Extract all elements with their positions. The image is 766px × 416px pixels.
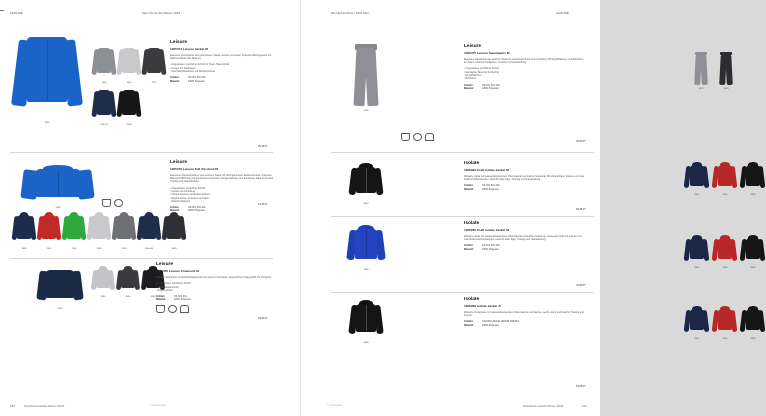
kids-jacket-image xyxy=(349,300,383,340)
size-value: XS-3XL 3XL xyxy=(174,295,188,299)
product-leisure-jacket xyxy=(170,40,288,83)
product-price: 69,95 €* xyxy=(576,208,586,211)
feature-item: • Zwei Eingriffstaschen mit Reißverschluss xyxy=(170,70,288,73)
print-slug: 7 0 0 Inventory xyxy=(327,404,343,407)
garment-thumbnail xyxy=(713,235,737,265)
spec-block xyxy=(464,184,589,191)
feature-item: • Rundhalsausschnitt xyxy=(156,286,286,289)
swatch-caption: 9999 xyxy=(750,194,756,196)
size-label: Größen: xyxy=(464,83,474,87)
swatch-caption: 5430 xyxy=(722,194,728,196)
material-value: 100% Polyester xyxy=(482,323,499,327)
swatch-caption: 1950 xyxy=(363,110,369,112)
product-price: 34,95 €* xyxy=(258,317,268,320)
garment-thumbnail xyxy=(38,212,60,246)
feature-item: • Angepasster, sportlicher Schnitt xyxy=(464,67,589,70)
color-swatch xyxy=(740,235,766,269)
material-label: Material: xyxy=(170,209,180,213)
product-description: Wattierte Jacke mit wasserabweisendem Obermaterial und leichter Isolierung. Mit abnehmbarer Kapuze und zwei Reißverschlusstaschen. Ideal für kalte Tage, Training und Teamkleidung. xyxy=(464,175,585,182)
swatch-caption: 9999 xyxy=(750,267,756,269)
product-isolate-jacket xyxy=(464,161,589,191)
section-divider xyxy=(10,152,273,153)
product-title: Leisure xyxy=(156,262,174,267)
garment-thumbnail xyxy=(163,212,185,246)
product-description: Wattierte Jacke mit wasserabweisendem Obermaterial und leichter Isolierung. Gesteppte Optik mit Kapuze und zwei Reißverschlusstaschen. Ideal für kalte Tage, Training und Teamkleidung. xyxy=(464,235,582,242)
material-label: Material: xyxy=(464,323,474,327)
feature-item: • Rippbündchen an Armen und Saum xyxy=(170,197,288,200)
color-swatch xyxy=(116,266,140,298)
color-swatch xyxy=(162,212,186,250)
care-icons xyxy=(401,133,434,141)
iron-icon xyxy=(425,133,434,141)
color-swatch xyxy=(92,86,116,126)
color-swatch xyxy=(684,162,710,196)
page-number: 167 xyxy=(582,404,588,408)
material-value: 100% Polyester xyxy=(482,187,499,191)
swatch-caption: 295-000 xyxy=(144,248,154,250)
feature-item: • Rippbündchen xyxy=(156,289,286,292)
size-label: Größen: xyxy=(170,206,180,210)
size-value: XS-3XL 3XL 4XL xyxy=(482,83,500,87)
garment-thumbnail xyxy=(118,86,140,122)
size-label: Größen: xyxy=(170,76,180,80)
swatch-caption: 5430 xyxy=(722,338,728,340)
product-main-image xyxy=(34,266,86,310)
swatch-caption: 1975 xyxy=(151,82,157,84)
garment-thumbnail xyxy=(741,306,765,336)
feature-item: • Angepasster, sportlicher Schnitt für Team-Trägerschaft xyxy=(170,63,288,66)
garment-thumbnail xyxy=(118,44,140,80)
swatch-caption: 5430 xyxy=(722,267,728,269)
padded-jacket-image xyxy=(349,163,383,201)
no-bleach-icon xyxy=(168,305,177,313)
color-swatch xyxy=(91,266,115,298)
garment-thumbnail xyxy=(117,266,139,294)
color-swatch xyxy=(712,235,738,269)
header-section-label: LEISURE xyxy=(556,11,569,15)
material-label: Material: xyxy=(170,79,180,83)
garment-thumbnail xyxy=(143,44,165,80)
product-description: Wattierte Kinderjacke mit wasserabweisendem Obermaterial und Kapuze. Leicht, warm und ideal für Training und Freizeit. xyxy=(464,311,584,318)
section-divider xyxy=(331,216,594,217)
care-icons xyxy=(156,305,286,313)
garment-thumbnail xyxy=(138,212,160,246)
swatch-caption: 2900 xyxy=(96,248,102,250)
color-swatch xyxy=(117,86,141,126)
product-subtitle: 1905903 Craft Isolate Jacket M xyxy=(464,168,509,172)
product-main-image xyxy=(18,165,98,209)
garment-thumbnail xyxy=(88,212,110,246)
size-label: Größen: xyxy=(156,295,166,299)
color-swatch xyxy=(690,52,712,90)
feature-item: • Bündchen xyxy=(464,77,589,80)
swatch-caption: 2800 xyxy=(694,338,700,340)
swatch-caption: 1950 xyxy=(101,82,107,84)
product-title: Isolate xyxy=(464,297,480,302)
color-swatch xyxy=(37,212,61,250)
swatch-caption: 7390-00 xyxy=(99,124,109,126)
product-full-zip-hood xyxy=(170,160,288,213)
color-swatch xyxy=(712,306,738,340)
product-description: Lässiger Sweatshirt mit Rundhalsausschnitt und weicher Innenseite. Angenehmes Tragegefühl aus Polyester. xyxy=(156,276,272,279)
garment-thumbnail xyxy=(716,52,736,86)
size-value: 122/128 134/140 146/152 158/164 xyxy=(482,320,519,324)
feature-item: • Kängurutaschen mit Reißverschluss xyxy=(170,193,288,196)
color-swatch xyxy=(112,212,136,250)
product-price: 79,95 €* xyxy=(576,284,586,287)
feature-item: • Angepasster, sportlicher Schnitt xyxy=(170,187,288,190)
size-label: Größen: xyxy=(464,184,474,188)
size-label: Größen: xyxy=(464,244,474,248)
swatch-caption: 2800 xyxy=(694,194,700,196)
section-divider xyxy=(331,152,594,153)
feature-item: • Kapuze mit Kordelzug xyxy=(170,190,288,193)
iron-icon xyxy=(180,305,189,313)
material-label: Material: xyxy=(464,187,474,191)
material-value: 100% Polyester xyxy=(188,79,205,83)
garment-thumbnail xyxy=(63,212,85,246)
no-bleach-icon xyxy=(413,133,422,141)
swatch-caption: 2800 xyxy=(55,207,61,209)
swatch-caption: 2800 xyxy=(44,122,50,124)
product-subtitle: 1905906 Isolate Jacket Jr xyxy=(464,304,501,308)
swatch-caption: 9999 xyxy=(126,124,132,126)
product-title: Leisure xyxy=(464,44,482,49)
garment-thumbnail xyxy=(713,306,737,336)
garment-thumbnail xyxy=(691,52,711,86)
quilted-jacket-image xyxy=(347,225,385,267)
swatch-caption: 2800 xyxy=(363,269,369,271)
section-divider xyxy=(331,292,594,293)
product-description: Bequeme Sweathose aus weichem Stoff mit elastischem Bund und Kordelzug. Mit Eingrifftaschen und Bündchen am Saum. Ideal für Aufwärmen, Freizeit und Teamkleidung. xyxy=(464,58,584,65)
feature-item: • Eingrifftaschen xyxy=(464,74,589,77)
garment-thumbnail xyxy=(113,212,135,246)
feature-list xyxy=(464,67,589,80)
spec-block xyxy=(156,295,286,302)
product-main-image xyxy=(344,225,388,271)
size-label: Größen: xyxy=(464,320,474,324)
swatch-caption: 9990 xyxy=(125,296,131,298)
feature-item: • Weiches Material xyxy=(170,200,288,203)
garment-thumbnail xyxy=(741,162,765,192)
product-description: Bequemer Kapuzenpullover aus weichem Sweat mit durchgehendem Reißverschluss. Polyester-Baumwoll-Mischung mit gebürsteter Innenseite, Kängurutaschen und Kordelzug. Ideal für Freizeit, Training und Teamkleidung. xyxy=(170,174,274,184)
color-swatch xyxy=(715,52,737,90)
swatch-caption: 2900 xyxy=(46,248,52,250)
product-description: Bequeme Freizeitjacke aus gebürstetem Sweat, weiche Innenseite. Polyester-Mischgewebe mit Reißverschluss und Taschen. xyxy=(170,54,272,61)
footer-title: Workbook Herbst-Winter 2023 xyxy=(523,404,564,408)
feature-list xyxy=(156,282,286,292)
garment-thumbnail xyxy=(93,86,115,122)
product-subtitle: 1905455 Leisure Crewneck M xyxy=(156,269,199,273)
spec-block xyxy=(464,244,589,251)
product-main-image xyxy=(346,300,386,344)
material-value: 100% Polyester xyxy=(188,209,205,213)
swatch-caption: 9999 xyxy=(363,203,369,205)
size-value: XS-3XL 3XL 4XL xyxy=(482,184,500,188)
wash-icon xyxy=(156,305,165,313)
no-bleach-icon xyxy=(114,199,123,207)
swatch-caption: 2800 xyxy=(694,267,700,269)
product-price: 34,95 €* xyxy=(576,140,586,143)
jacket-image xyxy=(14,28,80,120)
left-page xyxy=(0,0,300,416)
color-swatch xyxy=(87,212,111,250)
wash-icon xyxy=(102,199,111,207)
product-main-image xyxy=(346,44,386,112)
garment-thumbnail xyxy=(93,44,115,80)
size-value: XS-3XL 3XL 4XL xyxy=(188,206,206,210)
garment-thumbnail xyxy=(685,162,709,192)
spec-block xyxy=(170,76,288,83)
garment-thumbnail xyxy=(741,235,765,265)
hoodie-image xyxy=(21,165,95,205)
color-swatch xyxy=(137,212,161,250)
color-swatch xyxy=(740,306,766,340)
product-title: Leisure xyxy=(170,40,188,45)
color-swatch xyxy=(92,44,116,84)
product-price: 59,95 €* xyxy=(576,385,586,388)
material-value: 100% Polyester xyxy=(482,247,499,251)
print-slug: 7 0 0 Inventory xyxy=(150,404,166,407)
swatch-caption: 1950 xyxy=(121,248,127,250)
product-title: Leisure xyxy=(170,160,188,165)
swatch-caption: 9999 xyxy=(723,88,729,90)
feature-item: • Angepasster, sportlicher Schnitt xyxy=(156,282,286,285)
feature-list xyxy=(170,187,288,203)
garment-thumbnail xyxy=(713,162,737,192)
product-subtitle: 1905906 Craft Isolate Jacket M xyxy=(464,228,509,232)
pants-image xyxy=(349,44,383,108)
material-value: 100% Polyester xyxy=(482,86,499,90)
crop-mark xyxy=(0,10,4,11)
section-divider xyxy=(10,258,273,259)
feature-item: • Kragen mit Stehkragen xyxy=(170,67,288,70)
color-swatch xyxy=(142,44,166,84)
color-swatch xyxy=(684,235,710,269)
material-label: Material: xyxy=(156,298,166,302)
color-swatch xyxy=(62,212,86,250)
garment-thumbnail xyxy=(685,235,709,265)
swatch-caption: 1950 xyxy=(126,82,132,84)
spec-block xyxy=(464,320,589,327)
sweatshirt-image xyxy=(37,266,83,306)
wash-icon xyxy=(401,133,410,141)
swatch-caption: 9999 xyxy=(150,296,156,298)
material-label: Material: xyxy=(464,86,474,90)
spec-block xyxy=(170,206,288,213)
garment-thumbnail xyxy=(685,306,709,336)
page-number: 166 xyxy=(10,404,16,408)
color-swatch xyxy=(712,162,738,196)
swatch-caption: 1975 xyxy=(698,88,704,90)
header-section-label: LEISURE xyxy=(10,11,23,15)
header-season-label: NG Herbst-Winter 2023 Men xyxy=(331,11,370,15)
product-sweatpants xyxy=(464,44,589,90)
material-value: 100% Polyester xyxy=(174,298,191,302)
product-isolate-jacket-jr xyxy=(464,297,589,327)
product-title: Isolate xyxy=(464,221,480,226)
swatch-caption: 2800 xyxy=(21,248,27,250)
product-isolate-jacket-quilted xyxy=(464,221,589,251)
swatch-caption: 9999 xyxy=(171,248,177,250)
swatch-caption: 9990 xyxy=(100,296,106,298)
swatch-caption: 9999 xyxy=(750,338,756,340)
feature-item: • Elastischer Bund mit Kordelzug xyxy=(464,71,589,74)
product-price: 39,95 €* xyxy=(258,145,268,148)
product-title: Isolate xyxy=(464,161,480,166)
color-swatch xyxy=(684,306,710,340)
garment-thumbnail xyxy=(92,266,114,294)
color-swatch xyxy=(117,44,141,84)
spec-block xyxy=(464,84,589,91)
product-subtitle: 1905470 Leisure Full Zip Hood M xyxy=(170,167,218,171)
swatch-caption: 2500 xyxy=(71,248,77,250)
color-swatch xyxy=(740,162,766,196)
care-icons xyxy=(102,199,123,207)
product-subtitle: 1905475 Leisure Sweatpants M xyxy=(464,51,510,55)
swatch-caption: 5990 xyxy=(57,308,63,310)
color-swatch xyxy=(12,212,36,250)
garment-thumbnail xyxy=(13,212,35,246)
right-page xyxy=(300,0,756,416)
product-price: 44,95 €* xyxy=(258,203,268,206)
product-crewneck xyxy=(156,262,286,313)
swatch-caption: 9999 xyxy=(363,342,369,344)
product-main-image xyxy=(346,163,386,205)
feature-list xyxy=(170,63,288,73)
product-subtitle: 1905471 Leisure Jacket M xyxy=(170,47,208,51)
size-value: XS-3XL 3XL 4XL xyxy=(188,76,206,80)
size-value: XS-3XL 3XL 4XL xyxy=(482,244,500,248)
header-season-label: Men NG Herbst-Winter 2023 xyxy=(142,11,181,15)
footer-title: Workbook Herbst-Winter 2023 xyxy=(24,404,65,408)
material-label: Material: xyxy=(464,247,474,251)
product-main-image xyxy=(11,28,83,124)
